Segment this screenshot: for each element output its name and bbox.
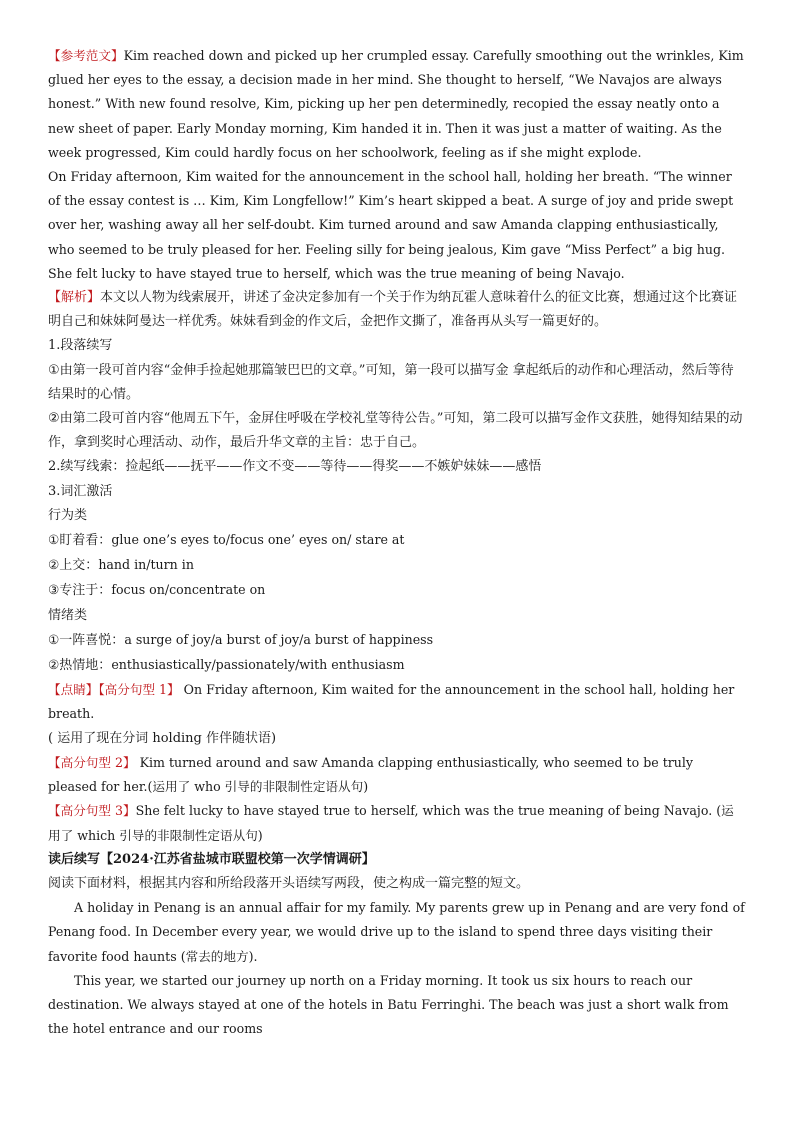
- reading-source: 【2024·江苏省盐城市联盟校第一次学情调研】: [100, 851, 375, 867]
- circled-number-icon: ①: [48, 532, 60, 548]
- analysis-label: 【解析】: [48, 290, 101, 306]
- reading-paragraph-2: This year, we started our journey up north on a Friday morning. It took us six hours to reach our destination. We always stayed at one of the hotels in Batu Ferringhi. The beach was just a short walk from the hotel entrance and our rooms: [48, 972, 729, 1037]
- vocab-item: ③专注于：focus on/concentrate on: [48, 582, 266, 599]
- highlight-label-3: 【高分句型 3】: [48, 803, 136, 819]
- sample-essay-text-1: Kim reached down and picked up her crumpled essay. Carefully smoothing out the wrinkles, Kim glued her eyes to the essay, a decision made in her mind. She thought to herself, “We Navajos are always honest.” With new found resolve, Kim, picking up her pen determinedly, recopied the essay neatly onto a new sheet of paper. Early Monday morning, Kim handed it in. Then it was just a matter of waiting. As the week progressed, Kim could hardly focus on her schoolwork, feeling as if she might explode.: [48, 48, 744, 160]
- highlight-label-1: 【点睛】【高分句型 1】: [48, 682, 180, 698]
- category-behavior: 行为类: [48, 507, 88, 523]
- vocab-item: ①一阵喜悦：a surge of joy/a burst of joy/a burst of happiness: [48, 631, 434, 648]
- section-3-title: 3.词汇激活: [48, 483, 113, 499]
- highlight-note-1: ( 运用了现在分词 holding 作伴随状语): [48, 730, 277, 746]
- highlight-sentence-1: 【点睛】【高分句型 1】 On Friday afternoon, Kim waited for the announcement in the school hall, holding her breath.: [48, 682, 735, 722]
- circled-number-icon: ②: [48, 557, 60, 573]
- section-1-item-1: ①由第一段可首内容“金伸手捡起她那篇皱巴巴的文章。”可知，第一段可以描写金 拿起纸后的动作和心理活动，然后等待结果时的心情。: [48, 362, 734, 402]
- circled-number-icon: ②: [48, 411, 60, 427]
- reading-heading: [48, 848, 746, 872]
- vocab-item: ①盯着看：glue one’s eyes to/focus one’ eyes on/ stare at: [48, 532, 405, 549]
- analysis-intro: [48, 286, 746, 334]
- circled-number-icon: ②: [48, 657, 60, 673]
- analysis-intro-text: 本文以人物为线索展开，讲述了金决定参加有一个关于作为纳瓦霍人意味着什么的征文比赛，想通过这个比赛证明自己和妹妹阿曼达一样优秀。妹妹看到金的作文后，金把作文撕了，准备再从头写一篇更好的。: [48, 290, 738, 330]
- circled-number-icon: ①: [48, 631, 60, 647]
- reading-paragraph-1: A holiday in Penang is an annual affair for my family. My parents grew up in Penang and are very fond of Penang food. In December every year, we would drive up to the island to spend three days visiting their favorite food haunts (常去的地方).: [48, 900, 745, 964]
- category-emotion: 情绪类: [48, 607, 88, 623]
- sample-essay-paragraph-1: [48, 44, 746, 165]
- circled-number-icon: ③: [48, 582, 60, 598]
- highlight-sentence-2: 【高分句型 2】 Kim turned around and saw Amanda clapping enthusiastically, who seemed to be truly pleased for her.(运用了 who 引导的非限制性定语从句): [48, 754, 694, 795]
- section-1-item-2: ②由第二段可首内容“他周五下午，金屏住呼吸在学校礼堂等待公告。”可知，第二段可以描写金作文获胜，她得知结果的动作，拿到奖时心理活动、动作，最后升华文章的主旨：忠于自己。: [48, 411, 743, 451]
- vocab-item: ②热情地：enthusiastically/passionately/with enthusiasm: [48, 657, 405, 674]
- vocab-item: ②上交：hand in/turn in: [48, 557, 194, 574]
- section-2-clues: 2.续写线索：捡起纸——抚平——作文不变——等待——得奖——不嫉妒妹妹——感悟: [48, 459, 542, 475]
- reading-label: 读后续写: [48, 851, 101, 867]
- circled-number-icon: ①: [48, 362, 60, 378]
- highlight-sentence-3: 【高分句型 3】She felt lucky to have stayed true to herself, which was the true meaning of being Navajo. (运用了 which 引导的非限制性定语从句): [48, 803, 734, 843]
- highlight-label-2: 【高分句型 2】: [48, 754, 136, 770]
- sample-essay-label: 【参考范文】: [48, 48, 124, 63]
- section-1-title: 1.段落续写: [48, 338, 113, 354]
- reading-instruction: 阅读下面材料，根据其内容和所给段落开头语续写两段，使之构成一篇完整的短文。: [48, 875, 530, 891]
- document-page: [48, 44, 746, 1041]
- sample-essay-paragraph-2: On Friday afternoon, Kim waited for the announcement in the school hall, holding her breath. “The winner of the essay contest is … Kim, Kim Longfellow!” Kim’s heart skipped a beat. A surge of joy and pride swept over her, washing away all her self-doubt. Kim turned around and saw Amanda clapping enthusiastically, who seemed to be truly pleased for her. Feeling silly for being jealous, Kim gave “Miss Perfect” a big hug. She felt lucky to have stayed true to herself, which was the true meaning of being Navajo.: [48, 169, 734, 281]
